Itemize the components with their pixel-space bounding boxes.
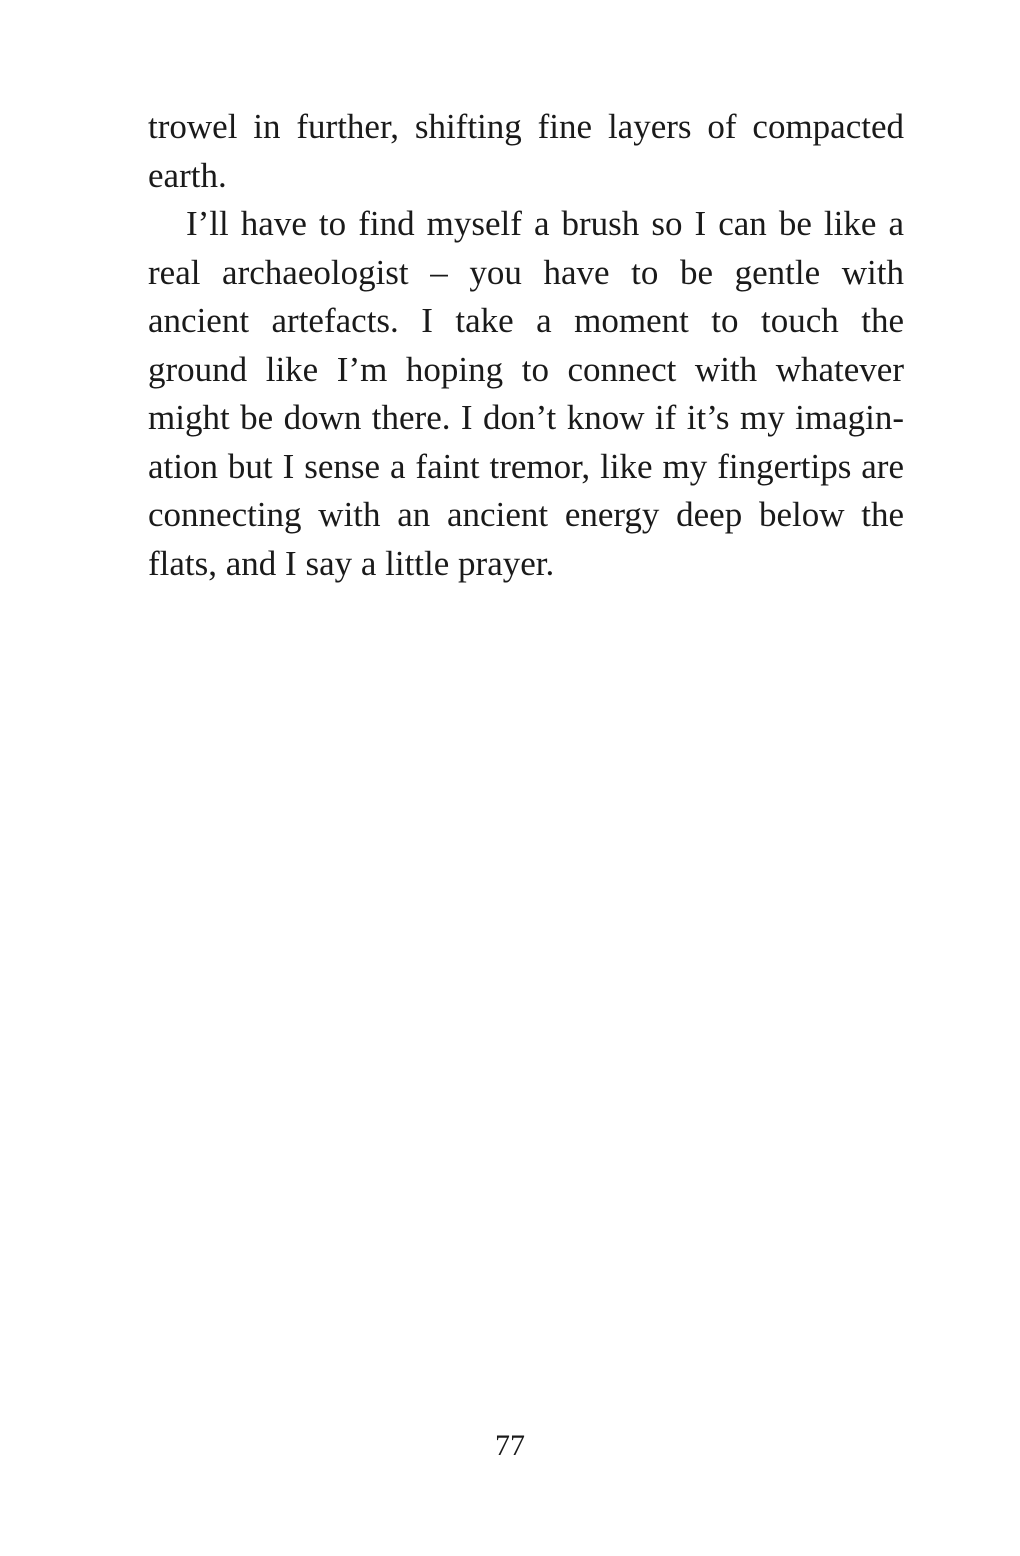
text-line: ation but I sense a faint tremor, like my fingertips are [148,446,904,486]
paragraph-1 [148,103,904,200]
text-line: real archaeologist – you have to be gentle with [148,252,904,292]
text-line: trowel in further, shifting fine layers of compacted [148,107,904,146]
text-line: earth. [148,155,227,195]
body-text [148,103,904,588]
paragraph-2 [148,200,904,588]
page-number: 77 [495,1429,525,1462]
text-line: flats, and I say a little prayer. [148,543,555,583]
text-line: ancient artefacts. I take a moment to touch the [148,301,904,340]
text-line: might be down there. I don’t know if it’s my imagin- [148,398,904,437]
text-line: ground like I’m hoping to connect with whatever [148,349,904,389]
text-line: I’ll have to find myself a brush so I can be like a [186,204,904,243]
text-line: connecting with an ancient energy deep below the [148,495,904,534]
